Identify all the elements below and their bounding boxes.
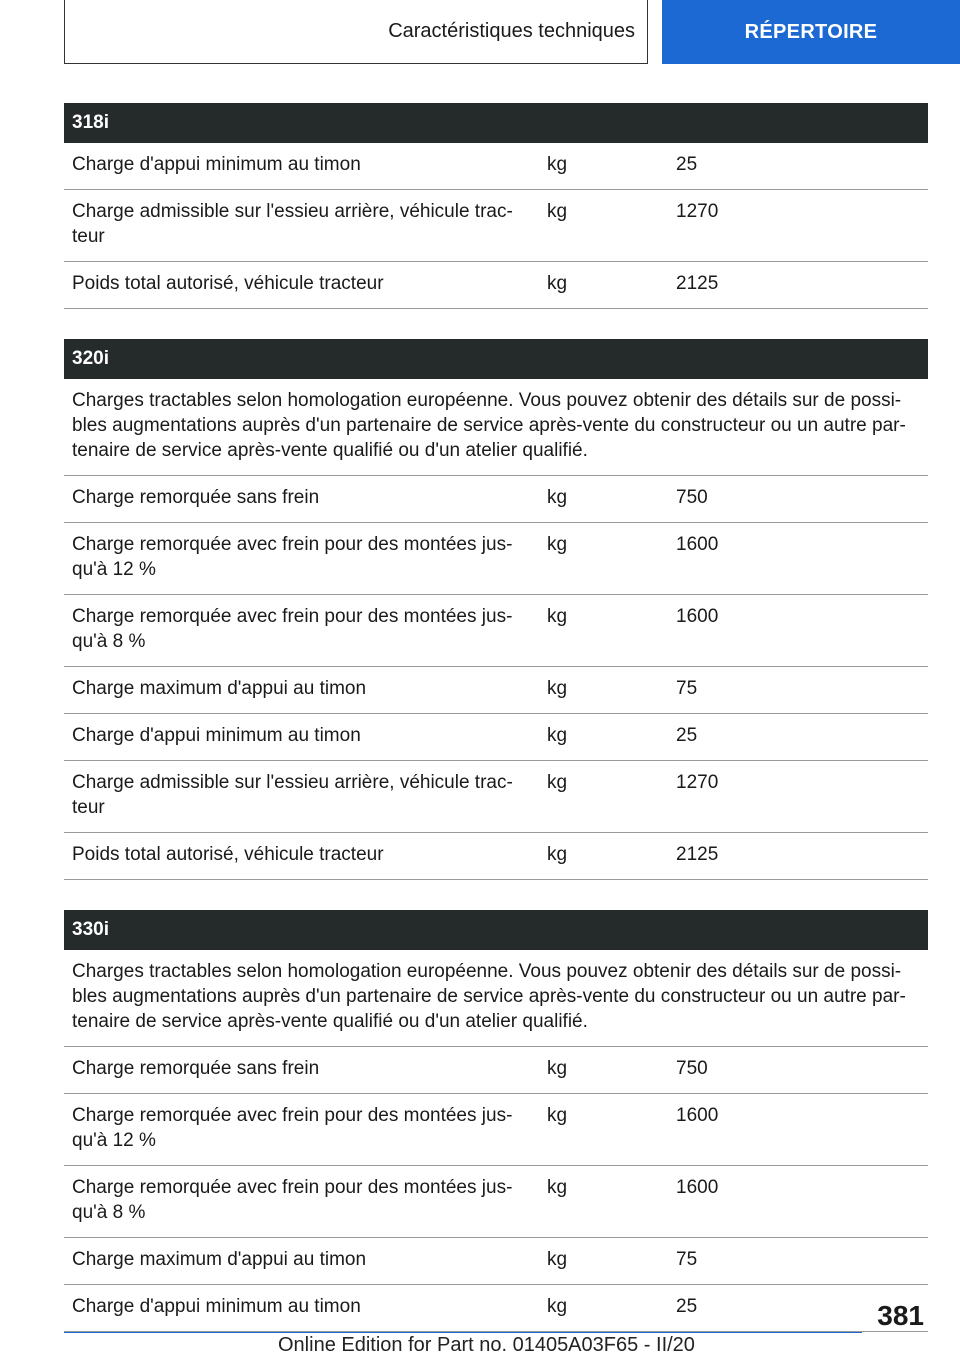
model-heading: 320i bbox=[64, 339, 928, 379]
spec-unit: kg bbox=[539, 833, 668, 880]
table-row bbox=[64, 1094, 928, 1166]
spec-value: 1270 bbox=[668, 761, 928, 833]
spec-label: Charge remorquée sans frein bbox=[64, 476, 539, 523]
spec-value: 75 bbox=[668, 1238, 928, 1285]
edition-text: Online Edition for Part no. 01405A03F65 - II/20 bbox=[278, 1334, 695, 1356]
spec-value: 750 bbox=[668, 476, 928, 523]
table-row bbox=[64, 1166, 928, 1238]
spec-label: Charge maximum d'appui au timon bbox=[64, 667, 539, 714]
spec-value: 750 bbox=[668, 1047, 928, 1094]
table-row bbox=[64, 667, 928, 714]
spec-unit: kg bbox=[539, 1094, 668, 1166]
spec-value: 75 bbox=[668, 667, 928, 714]
section-title bbox=[64, 0, 648, 64]
spec-value: 1600 bbox=[668, 595, 928, 667]
spec-unit: kg bbox=[539, 1047, 668, 1094]
table-note-row bbox=[64, 950, 928, 1047]
spec-label: Charge remorquée avec frein pour des montées jus‐qu'à 12 % bbox=[64, 1094, 539, 1166]
spec-label: Poids total autorisé, véhicule tracteur bbox=[64, 262, 539, 309]
spec-value: 2125 bbox=[668, 833, 928, 880]
spec-unit: kg bbox=[539, 1166, 668, 1238]
spec-unit: kg bbox=[539, 190, 668, 262]
spec-label: Charge maximum d'appui au timon bbox=[64, 1238, 539, 1285]
table-row bbox=[64, 476, 928, 523]
table-header-row bbox=[64, 910, 928, 950]
spec-table-330i bbox=[64, 910, 928, 1332]
spec-value: 25 bbox=[668, 714, 928, 761]
spec-table-318i bbox=[64, 103, 928, 309]
spec-label: Charge remorquée avec frein pour des montées jus‐qu'à 8 % bbox=[64, 595, 539, 667]
spec-unit: kg bbox=[539, 143, 668, 190]
towing-note: Charges tractables selon homologation européenne. Vous pouvez obtenir des détails sur de possi‐bles augmentations auprès d'un partenaire de service après-vente du constructeur ou un autre par‐tenaire de service après-vente qualifié ou d'un atelier qualifié. bbox=[64, 379, 928, 476]
spec-label: Charge d'appui minimum au timon bbox=[64, 143, 539, 190]
spec-label: Charge remorquée avec frein pour des montées jus‐qu'à 8 % bbox=[64, 1166, 539, 1238]
table-header-row bbox=[64, 103, 928, 143]
table-header-row bbox=[64, 339, 928, 379]
model-heading: 318i bbox=[64, 103, 928, 143]
spec-unit: kg bbox=[539, 667, 668, 714]
spec-label: Charge d'appui minimum au timon bbox=[64, 1285, 539, 1332]
table-row bbox=[64, 714, 928, 761]
table-row bbox=[64, 262, 928, 309]
spec-value: 1270 bbox=[668, 190, 928, 262]
section-title-text: Caractéristiques techniques bbox=[388, 20, 635, 42]
model-heading: 330i bbox=[64, 910, 928, 950]
table-row bbox=[64, 595, 928, 667]
spec-value: 25 bbox=[668, 1285, 928, 1332]
spec-value: 1600 bbox=[668, 1094, 928, 1166]
table-row bbox=[64, 1047, 928, 1094]
table-row bbox=[64, 761, 928, 833]
table-row bbox=[64, 190, 928, 262]
table-row bbox=[64, 1238, 928, 1285]
footer-divider bbox=[64, 1332, 862, 1333]
page-header bbox=[0, 0, 960, 66]
spec-tables bbox=[64, 103, 928, 1362]
spec-unit: kg bbox=[539, 1285, 668, 1332]
table-row bbox=[64, 833, 928, 880]
table-note-row bbox=[64, 379, 928, 476]
spec-label: Charge d'appui minimum au timon bbox=[64, 714, 539, 761]
table-row bbox=[64, 523, 928, 595]
index-tab-label: RÉPERTOIRE bbox=[744, 20, 878, 43]
spec-unit: kg bbox=[539, 262, 668, 309]
index-tab[interactable] bbox=[662, 0, 960, 64]
spec-unit: kg bbox=[539, 595, 668, 667]
spec-unit: kg bbox=[539, 1238, 668, 1285]
spec-value: 1600 bbox=[668, 1166, 928, 1238]
spec-unit: kg bbox=[539, 523, 668, 595]
spec-value: 25 bbox=[668, 143, 928, 190]
table-row bbox=[64, 1285, 928, 1332]
spec-label: Charge admissible sur l'essieu arrière, véhicule trac‐teur bbox=[64, 761, 539, 833]
spec-label: Poids total autorisé, véhicule tracteur bbox=[64, 833, 539, 880]
spec-unit: kg bbox=[539, 714, 668, 761]
spec-label: Charge admissible sur l'essieu arrière, véhicule trac‐teur bbox=[64, 190, 539, 262]
spec-unit: kg bbox=[539, 761, 668, 833]
spec-value: 2125 bbox=[668, 262, 928, 309]
spec-table-320i bbox=[64, 339, 928, 880]
table-row bbox=[64, 143, 928, 190]
towing-note: Charges tractables selon homologation européenne. Vous pouvez obtenir des détails sur de possi‐bles augmentations auprès d'un partenaire de service après-vente du constructeur ou un autre par‐tenaire de service après-vente qualifié ou d'un atelier qualifié. bbox=[64, 950, 928, 1047]
spec-label: Charge remorquée avec frein pour des montées jus‐qu'à 12 % bbox=[64, 523, 539, 595]
spec-value: 1600 bbox=[668, 523, 928, 595]
spec-unit: kg bbox=[539, 476, 668, 523]
spec-label: Charge remorquée sans frein bbox=[64, 1047, 539, 1094]
page-number: 381 bbox=[877, 1300, 924, 1331]
